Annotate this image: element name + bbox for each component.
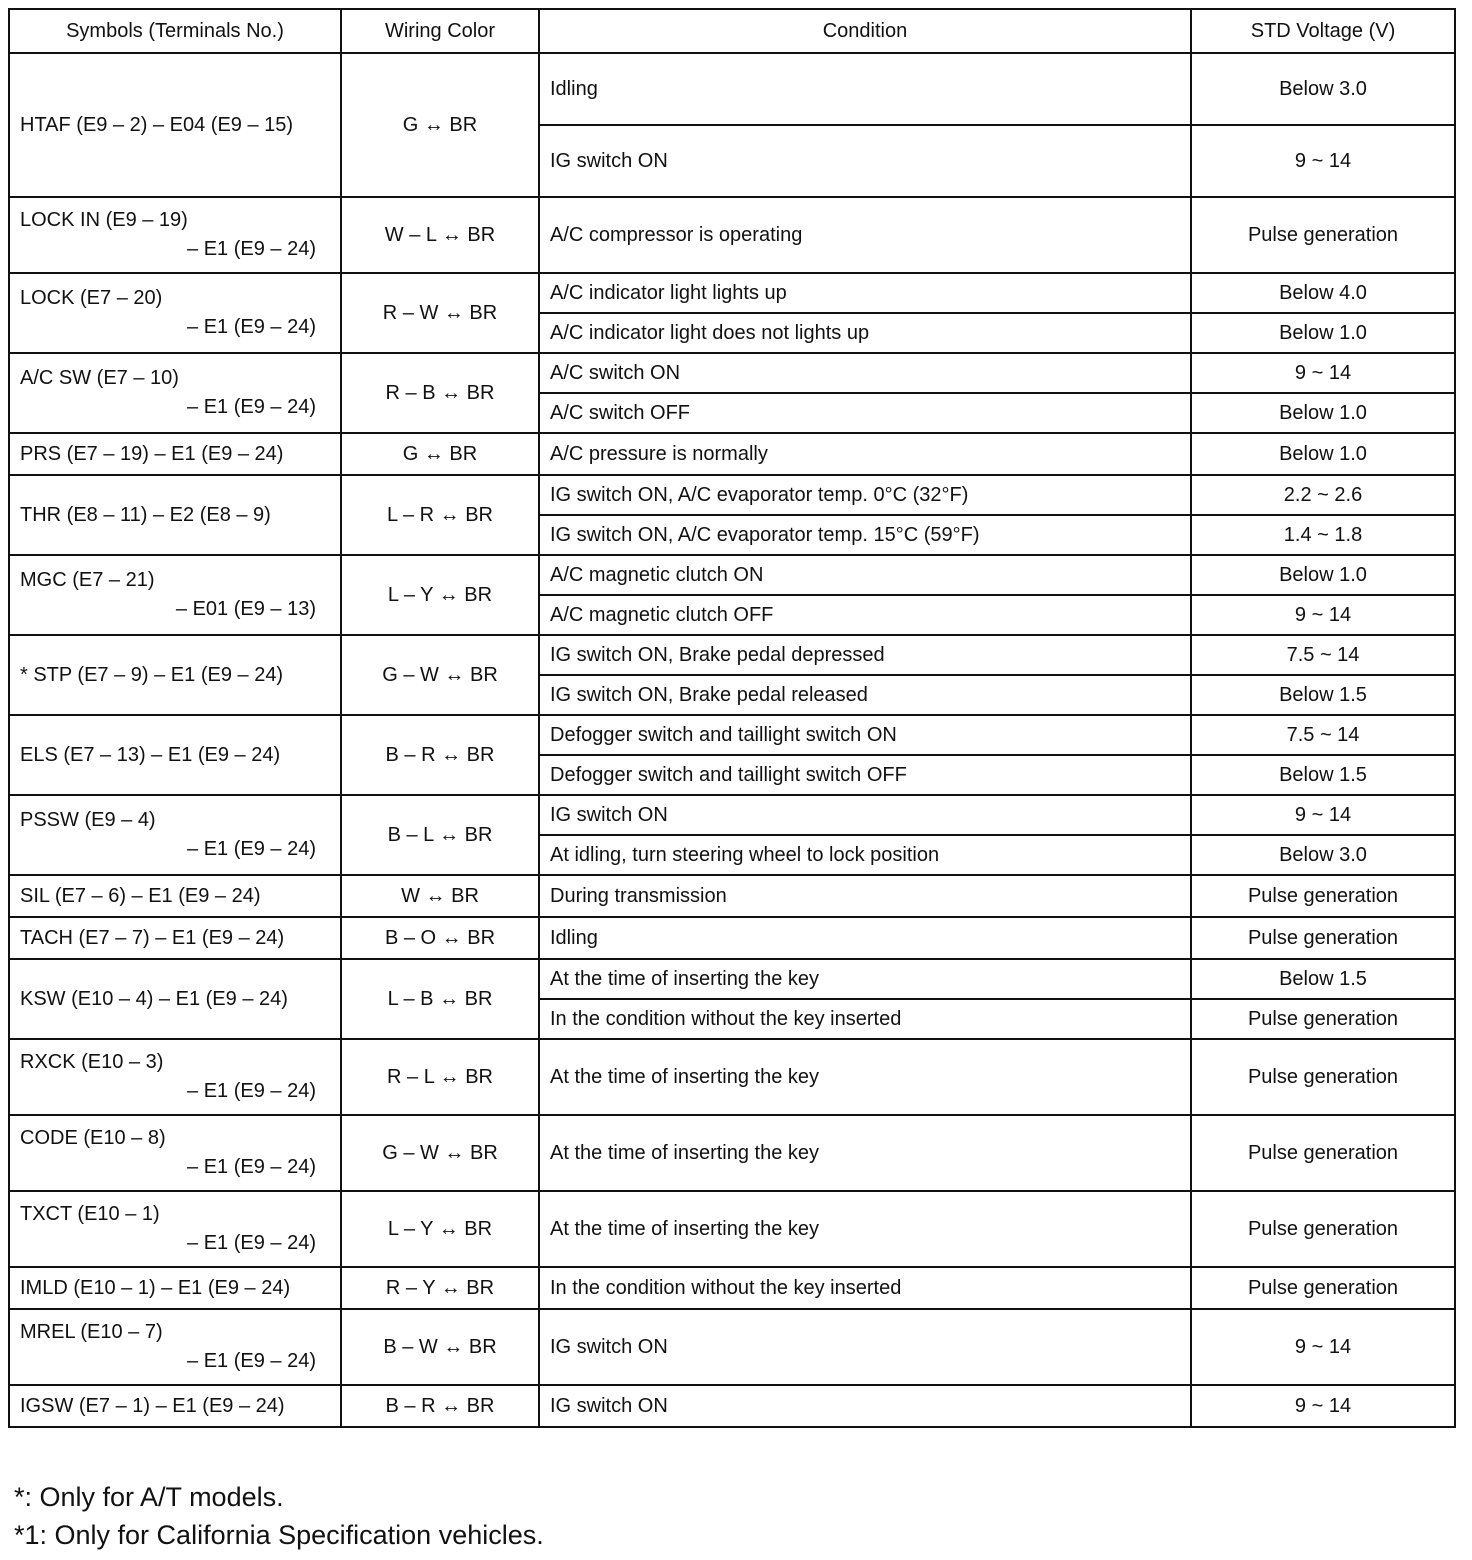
- condition-cell: A/C pressure is normally: [539, 433, 1191, 475]
- terminal-ground: – E1 (E9 – 24): [187, 1232, 316, 1254]
- condition-cell: A/C switch ON: [539, 353, 1191, 393]
- terminal-symbol: LOCK (E7 – 20): [20, 287, 163, 309]
- condition-cell: Defogger switch and taillight switch OFF: [539, 755, 1191, 795]
- header-symbols: Symbols (Terminals No.): [9, 9, 341, 53]
- condition-cell: At the time of inserting the key: [539, 1191, 1191, 1267]
- terminal-symbol-cell: [9, 1191, 341, 1267]
- condition-cell: IG switch ON: [539, 1309, 1191, 1385]
- std-voltage-cell: Pulse generation: [1191, 1267, 1455, 1309]
- terminal-symbol-cell: [9, 635, 341, 715]
- terminal-symbol-cell: [9, 875, 341, 917]
- wiring-color-cell: W ↔ BR: [341, 875, 539, 917]
- table-row: [9, 197, 1455, 273]
- wiring-color-cell: R – B ↔ BR: [341, 353, 539, 433]
- terminal-symbol: IMLD (E10 – 1) – E1 (E9 – 24): [20, 1276, 291, 1299]
- std-voltage-cell: Pulse generation: [1191, 1115, 1455, 1191]
- condition-cell: IG switch ON, A/C evaporator temp. 15°C (59°F): [539, 515, 1191, 555]
- wiring-color-cell: B – O ↔ BR: [341, 917, 539, 959]
- wiring-color-cell: B – R ↔ BR: [341, 715, 539, 795]
- header-condition: Condition: [539, 9, 1191, 53]
- std-voltage-cell: Pulse generation: [1191, 197, 1455, 273]
- wiring-color-cell: B – W ↔ BR: [341, 1309, 539, 1385]
- wiring-color-cell: L – B ↔ BR: [341, 959, 539, 1039]
- terminal-ground: – E01 (E9 – 13): [175, 598, 316, 620]
- condition-cell: At the time of inserting the key: [539, 1039, 1191, 1115]
- terminal-symbol-cell: [9, 1267, 341, 1309]
- terminal-ground: – E1 (E9 – 24): [187, 316, 316, 338]
- table-row: [9, 353, 1455, 393]
- table-row: [9, 715, 1455, 755]
- terminal-voltage-sheet: [8, 8, 1456, 1428]
- condition-cell: During transmission: [539, 875, 1191, 917]
- condition-cell: Idling: [539, 917, 1191, 959]
- terminal-symbol: RXCK (E10 – 3): [20, 1051, 164, 1073]
- condition-cell: At the time of inserting the key: [539, 959, 1191, 999]
- table-row: [9, 917, 1455, 959]
- std-voltage-cell: Pulse generation: [1191, 875, 1455, 917]
- std-voltage-cell: Below 3.0: [1191, 835, 1455, 875]
- footnote-at-models: *: Only for A/T models.: [14, 1482, 284, 1512]
- condition-cell: A/C switch OFF: [539, 393, 1191, 433]
- std-voltage-cell: Below 1.5: [1191, 755, 1455, 795]
- std-voltage-cell: Below 1.0: [1191, 433, 1455, 475]
- wiring-color-cell: R – L ↔ BR: [341, 1039, 539, 1115]
- terminal-symbol: ELS (E7 – 13) – E1 (E9 – 24): [20, 743, 281, 766]
- table-row: [9, 635, 1455, 675]
- table-row: [9, 1309, 1455, 1385]
- condition-cell: IG switch ON: [539, 795, 1191, 835]
- terminal-ground: – E1 (E9 – 24): [187, 396, 316, 418]
- wiring-color-cell: B – R ↔ BR: [341, 1385, 539, 1427]
- std-voltage-cell: Pulse generation: [1191, 917, 1455, 959]
- condition-cell: A/C compressor is operating: [539, 197, 1191, 273]
- table-row: [9, 475, 1455, 515]
- wiring-color-cell: L – Y ↔ BR: [341, 1191, 539, 1267]
- terminal-symbol: * STP (E7 – 9) – E1 (E9 – 24): [20, 663, 284, 686]
- terminal-symbol: LOCK IN (E9 – 19): [20, 209, 188, 231]
- table-row: [9, 1191, 1455, 1267]
- wiring-color-cell: L – R ↔ BR: [341, 475, 539, 555]
- std-voltage-cell: 9 ~ 14: [1191, 795, 1455, 835]
- wiring-color-cell: W – L ↔ BR: [341, 197, 539, 273]
- wiring-color-cell: R – W ↔ BR: [341, 273, 539, 353]
- condition-cell: A/C indicator light lights up: [539, 273, 1191, 313]
- wiring-color-cell: L – Y ↔ BR: [341, 555, 539, 635]
- condition-cell: IG switch ON: [539, 125, 1191, 197]
- condition-cell: IG switch ON, Brake pedal depressed: [539, 635, 1191, 675]
- std-voltage-cell: 9 ~ 14: [1191, 1385, 1455, 1427]
- std-voltage-cell: Below 1.0: [1191, 393, 1455, 433]
- terminal-symbol-cell: [9, 197, 341, 273]
- terminal-symbol-cell: [9, 53, 341, 197]
- terminal-symbol-cell: [9, 353, 341, 433]
- condition-cell: In the condition without the key inserted: [539, 1267, 1191, 1309]
- terminal-symbol: MREL (E10 – 7): [20, 1321, 163, 1343]
- table-row: [9, 1039, 1455, 1115]
- std-voltage-cell: Below 4.0: [1191, 273, 1455, 313]
- wiring-color-cell: R – Y ↔ BR: [341, 1267, 539, 1309]
- terminal-symbol-cell: [9, 433, 341, 475]
- std-voltage-cell: Below 1.0: [1191, 313, 1455, 353]
- terminal-symbol: PRS (E7 – 19) – E1 (E9 – 24): [20, 442, 284, 465]
- terminal-symbol: HTAF (E9 – 2) – E04 (E9 – 15): [20, 113, 294, 136]
- terminal-ground: – E1 (E9 – 24): [187, 1156, 316, 1178]
- std-voltage-cell: Pulse generation: [1191, 1039, 1455, 1115]
- std-voltage-cell: Below 1.5: [1191, 959, 1455, 999]
- terminal-symbol: TACH (E7 – 7) – E1 (E9 – 24): [20, 926, 285, 949]
- terminal-symbol: THR (E8 – 11) – E2 (E8 – 9): [20, 503, 271, 526]
- table-row: [9, 1385, 1455, 1427]
- wiring-color-cell: G – W ↔ BR: [341, 1115, 539, 1191]
- terminal-ground: – E1 (E9 – 24): [187, 1080, 316, 1102]
- terminal-symbol: PSSW (E9 – 4): [20, 809, 156, 831]
- std-voltage-cell: 9 ~ 14: [1191, 353, 1455, 393]
- terminal-symbol-cell: [9, 1115, 341, 1191]
- terminal-symbol: KSW (E10 – 4) – E1 (E9 – 24): [20, 987, 288, 1010]
- terminal-symbol-cell: [9, 795, 341, 875]
- table-row: [9, 433, 1455, 475]
- terminal-symbol: SIL (E7 – 6) – E1 (E9 – 24): [20, 884, 261, 907]
- terminal-symbol-cell: [9, 959, 341, 1039]
- condition-cell: Idling: [539, 53, 1191, 125]
- table-row: [9, 53, 1455, 125]
- condition-cell: At the time of inserting the key: [539, 1115, 1191, 1191]
- terminal-symbol-cell: [9, 1385, 341, 1427]
- table-row: [9, 1115, 1455, 1191]
- terminal-symbol-cell: [9, 475, 341, 555]
- header-std-voltage: STD Voltage (V): [1191, 9, 1455, 53]
- std-voltage-cell: Below 3.0: [1191, 53, 1455, 125]
- terminal-symbol: TXCT (E10 – 1): [20, 1203, 160, 1225]
- condition-cell: A/C magnetic clutch OFF: [539, 595, 1191, 635]
- table-row: [9, 875, 1455, 917]
- std-voltage-cell: 9 ~ 14: [1191, 1309, 1455, 1385]
- table-row: [9, 1267, 1455, 1309]
- std-voltage-cell: Below 1.0: [1191, 555, 1455, 595]
- terminal-symbol: A/C SW (E7 – 10): [20, 367, 179, 389]
- terminal-symbol-cell: [9, 273, 341, 353]
- header-row: [9, 9, 1455, 53]
- condition-cell: IG switch ON, Brake pedal released: [539, 675, 1191, 715]
- std-voltage-cell: Below 1.5: [1191, 675, 1455, 715]
- table-body: [9, 53, 1455, 1427]
- terminal-symbol: CODE (E10 – 8): [20, 1127, 166, 1149]
- std-voltage-cell: 7.5 ~ 14: [1191, 715, 1455, 755]
- std-voltage-cell: 9 ~ 14: [1191, 595, 1455, 635]
- wiring-color-cell: G – W ↔ BR: [341, 635, 539, 715]
- header-wiring-color: Wiring Color: [341, 9, 539, 53]
- footnotes: [14, 1478, 544, 1554]
- terminal-symbol: MGC (E7 – 21): [20, 569, 155, 591]
- terminal-symbol-cell: [9, 1309, 341, 1385]
- table-row: [9, 273, 1455, 313]
- terminal-symbol: IGSW (E7 – 1) – E1 (E9 – 24): [20, 1394, 285, 1417]
- terminal-table: [8, 8, 1456, 1428]
- std-voltage-cell: 2.2 ~ 2.6: [1191, 475, 1455, 515]
- std-voltage-cell: 7.5 ~ 14: [1191, 635, 1455, 675]
- condition-cell: IG switch ON: [539, 1385, 1191, 1427]
- terminal-symbol-cell: [9, 555, 341, 635]
- condition-cell: In the condition without the key inserted: [539, 999, 1191, 1039]
- footnote-california: *1: Only for California Specification vehicles.: [14, 1520, 544, 1550]
- wiring-color-cell: G ↔ BR: [341, 53, 539, 197]
- table-row: [9, 795, 1455, 835]
- condition-cell: At idling, turn steering wheel to lock position: [539, 835, 1191, 875]
- terminal-ground: – E1 (E9 – 24): [187, 1350, 316, 1372]
- terminal-ground: – E1 (E9 – 24): [187, 838, 316, 860]
- table-row: [9, 555, 1455, 595]
- std-voltage-cell: Pulse generation: [1191, 999, 1455, 1039]
- terminal-ground: – E1 (E9 – 24): [187, 238, 316, 260]
- condition-cell: Defogger switch and taillight switch ON: [539, 715, 1191, 755]
- std-voltage-cell: 1.4 ~ 1.8: [1191, 515, 1455, 555]
- std-voltage-cell: 9 ~ 14: [1191, 125, 1455, 197]
- condition-cell: A/C indicator light does not lights up: [539, 313, 1191, 353]
- condition-cell: A/C magnetic clutch ON: [539, 555, 1191, 595]
- terminal-symbol-cell: [9, 1039, 341, 1115]
- std-voltage-cell: Pulse generation: [1191, 1191, 1455, 1267]
- wiring-color-cell: G ↔ BR: [341, 433, 539, 475]
- terminal-symbol-cell: [9, 715, 341, 795]
- condition-cell: IG switch ON, A/C evaporator temp. 0°C (32°F): [539, 475, 1191, 515]
- terminal-symbol-cell: [9, 917, 341, 959]
- wiring-color-cell: B – L ↔ BR: [341, 795, 539, 875]
- table-row: [9, 959, 1455, 999]
